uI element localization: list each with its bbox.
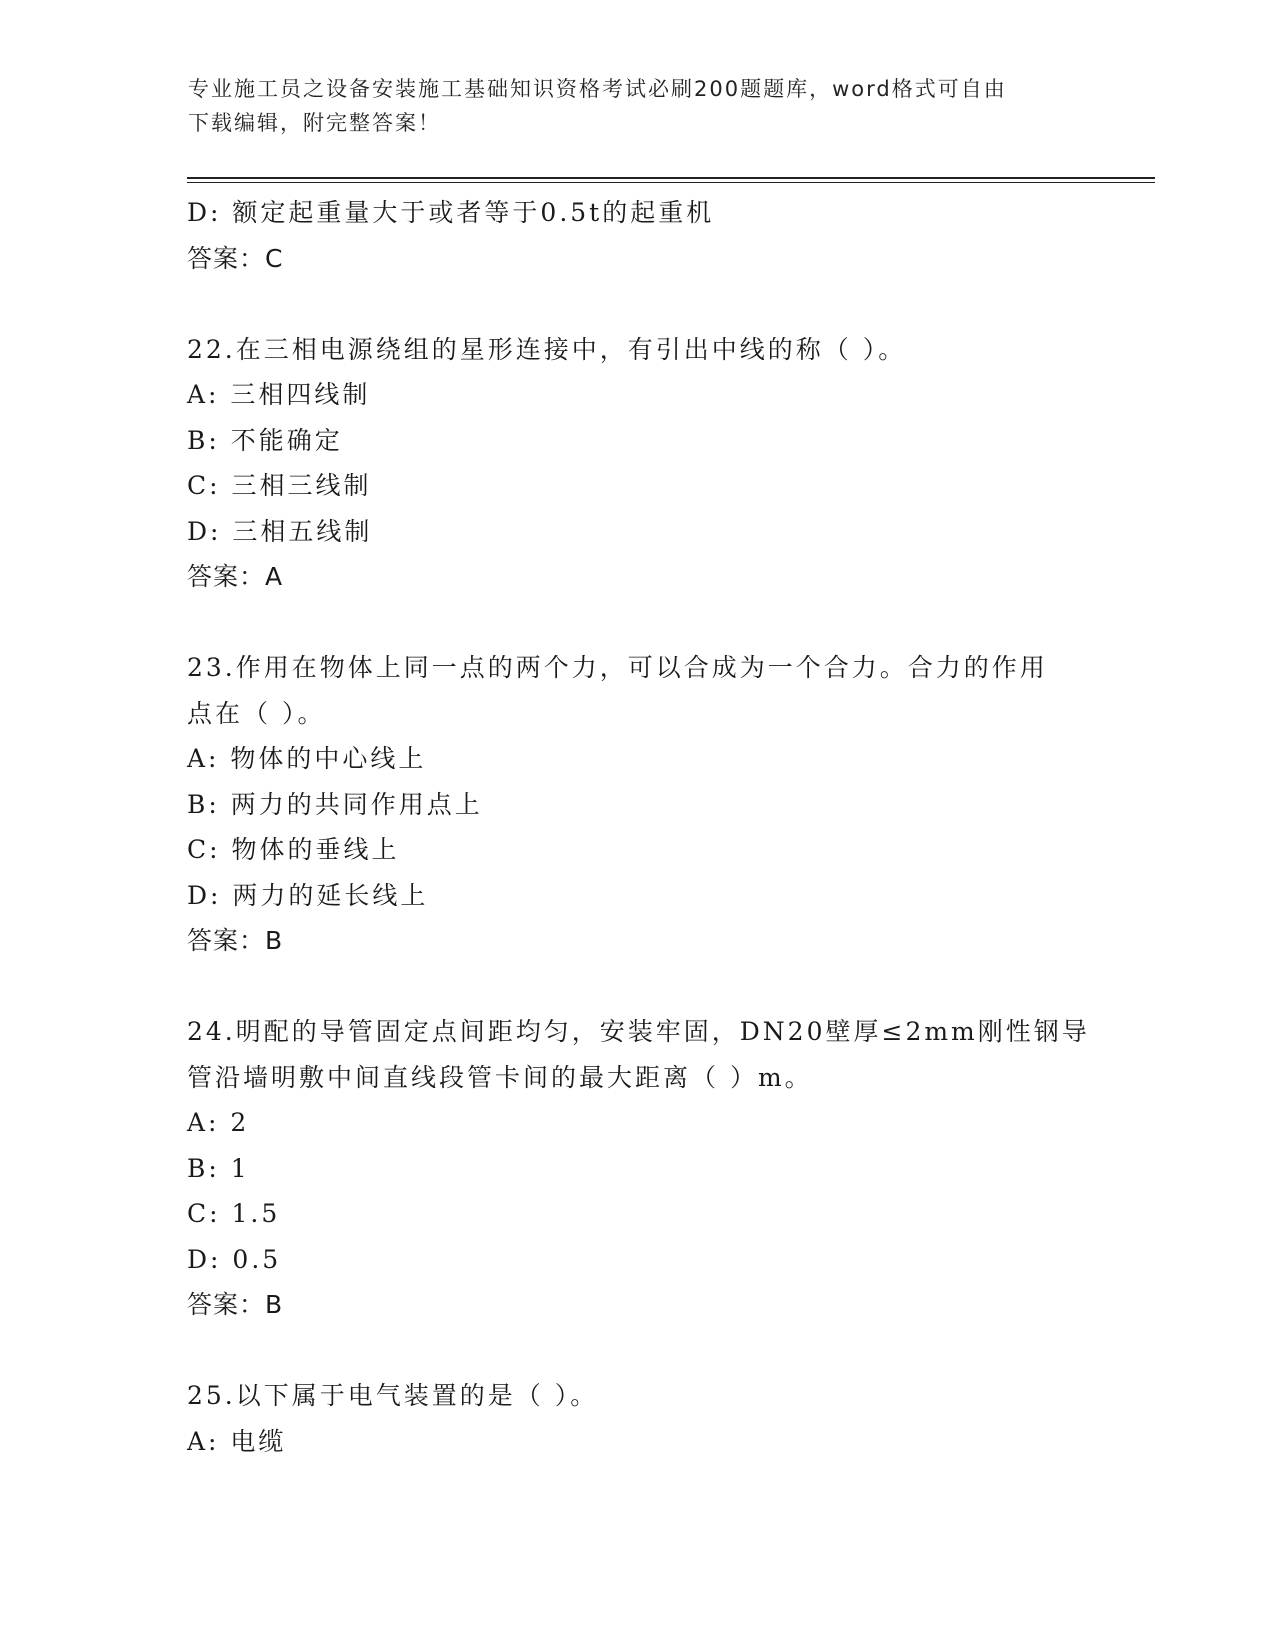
answer: 答案：B xyxy=(187,926,284,955)
question-23 xyxy=(187,645,1087,964)
header-line-2: 下载编辑，附完整答案！ xyxy=(188,111,441,135)
question-stem-line-1: 24.明配的导管固定点间距均匀，安装牢固，DN20壁厚≤2mm刚性钢导 xyxy=(187,1017,1090,1046)
header-line-1: 专业施工员之设备安装施工基础知识资格考试必刷200题题库，word格式可自由 xyxy=(188,77,1007,101)
spacer xyxy=(187,600,1087,646)
question-stem-line-2: 点在（ ）。 xyxy=(187,698,326,728)
option-d: D: 两力的延长线上 xyxy=(187,880,429,910)
option-c: C: 1.5 xyxy=(187,1199,281,1228)
question-24 xyxy=(187,1009,1090,1328)
document-header xyxy=(188,72,1068,140)
option-d: D: 0.5 xyxy=(187,1244,282,1274)
option-d: D: 三相五线制 xyxy=(187,516,373,546)
answer: 答案：A xyxy=(187,562,284,591)
answer: 答案：B xyxy=(187,1290,284,1319)
question-25 xyxy=(187,1373,1087,1464)
spacer xyxy=(187,964,1087,1010)
option-b: B: 1 xyxy=(187,1153,250,1183)
option-d: D: 额定起重量大于或者等于0.5t的起重机 xyxy=(187,198,715,227)
question-stem-line-1: 23.作用在物体上同一点的两个力，可以合成为一个合力。合力的作用 xyxy=(187,653,1048,682)
option-b: B: 两力的共同作用点上 xyxy=(187,789,483,819)
spacer xyxy=(187,1328,1087,1374)
option-a: A: 物体的中心线上 xyxy=(187,744,427,773)
header-divider-thick xyxy=(187,177,1155,179)
question-22 xyxy=(187,327,1087,600)
spacer xyxy=(187,281,1087,327)
question-stem: 22.在三相电源绕组的星形连接中，有引出中线的称（ ）。 xyxy=(187,334,907,364)
option-a: A: 三相四线制 xyxy=(187,380,371,409)
question-stem: 25.以下属于电气装置的是（ ）。 xyxy=(187,1381,599,1410)
question-21 xyxy=(187,190,1087,281)
option-a: A: 电缆 xyxy=(187,1426,287,1456)
header-divider-thin xyxy=(187,182,1155,183)
question-stem-line-2: 管沿墙明敷中间直线段管卡间的最大距离（ ）m。 xyxy=(187,1062,813,1092)
option-a: A: 2 xyxy=(187,1108,250,1137)
option-c: C: 物体的垂线上 xyxy=(187,835,400,864)
option-c: C: 三相三线制 xyxy=(187,471,372,500)
question-list xyxy=(187,190,1090,1464)
answer: 答案：C xyxy=(187,243,284,273)
option-b: B: 不能确定 xyxy=(187,425,343,455)
